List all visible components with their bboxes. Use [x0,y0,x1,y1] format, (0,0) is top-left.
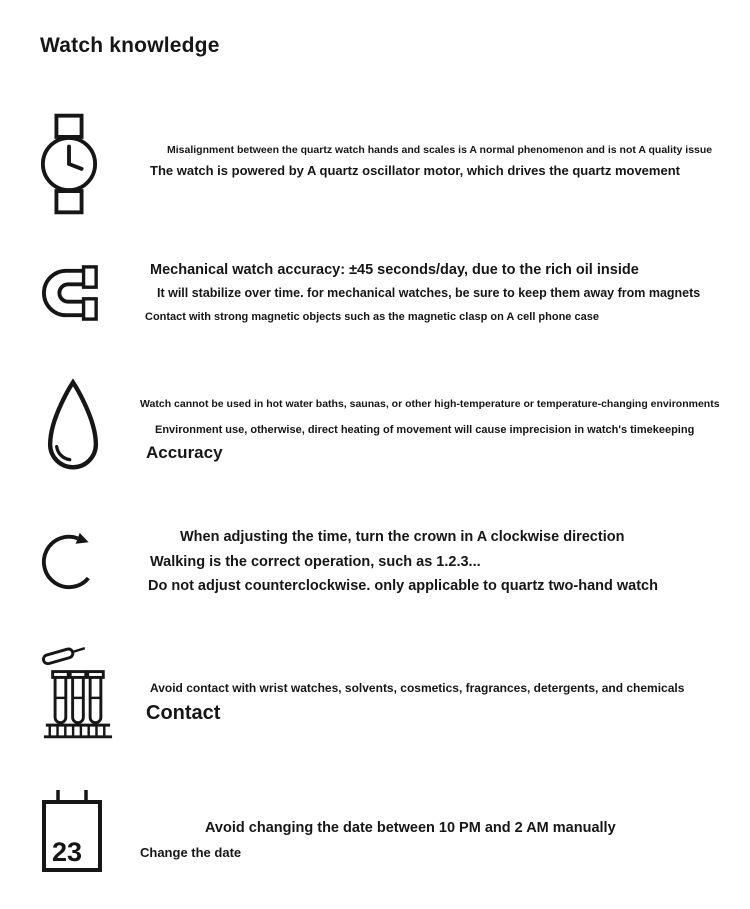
temperature-note: Watch cannot be used in hot water baths, saunas, or other high-temperature or temperature-changing environments [140,398,720,410]
accuracy-heading: Accuracy [146,442,223,462]
watch-icon [40,113,98,215]
calendar-day-number: 23 [52,837,83,867]
magnet-icon [40,264,102,322]
clockwise-arrow-icon [40,526,102,592]
magnet-note: Contact with strong magnetic objects such as the magnetic clasp on A cell phone case [145,311,599,324]
test-tubes-icon [40,643,114,743]
water-drop-icon [40,378,106,476]
section-date-change [40,785,740,867]
contact-heading: Contact [146,702,221,725]
date-warning: Avoid changing the date between 10 PM and 2 AM manually [205,820,616,836]
quartz-note: Misalignment between the quartz watch hands and scales is A normal phenomenon and is not A quality issue [167,144,713,156]
magnet-description: It will stabilize over time. for mechanical watches, be sure to keep them away from magnets [157,286,701,301]
quartz-description: The watch is powered by A quartz oscillator motor, which drives the quartz movement [150,162,680,178]
magnet-headline: Mechanical watch accuracy: ±45 seconds/day, due to the rich oil inside [150,262,639,278]
crown-line-1: When adjusting the time, turn the crown in A clockwise direction [180,529,625,545]
calendar-icon [40,787,104,875]
chemicals-description: Avoid contact with wrist watches, solvents, cosmetics, fragrances, detergents, and chemicals [150,681,685,695]
section-crown-adjustment [40,518,740,595]
temperature-description: Environment use, otherwise, direct heating of movement will cause imprecision in watch's timekeeping [155,423,695,436]
section-chemicals [40,643,740,725]
crown-line-2: Walking is the correct operation, such as 1.2.3... [150,554,481,571]
crown-line-3: Do not adjust counterclockwise. only applicable to quartz two-hand watch [148,577,658,594]
section-magnetism [40,258,740,325]
date-heading: Change the date [140,845,242,861]
page-title: Watch knowledge [40,34,220,57]
section-temperature [40,375,740,463]
section-quartz-movement [40,113,740,178]
